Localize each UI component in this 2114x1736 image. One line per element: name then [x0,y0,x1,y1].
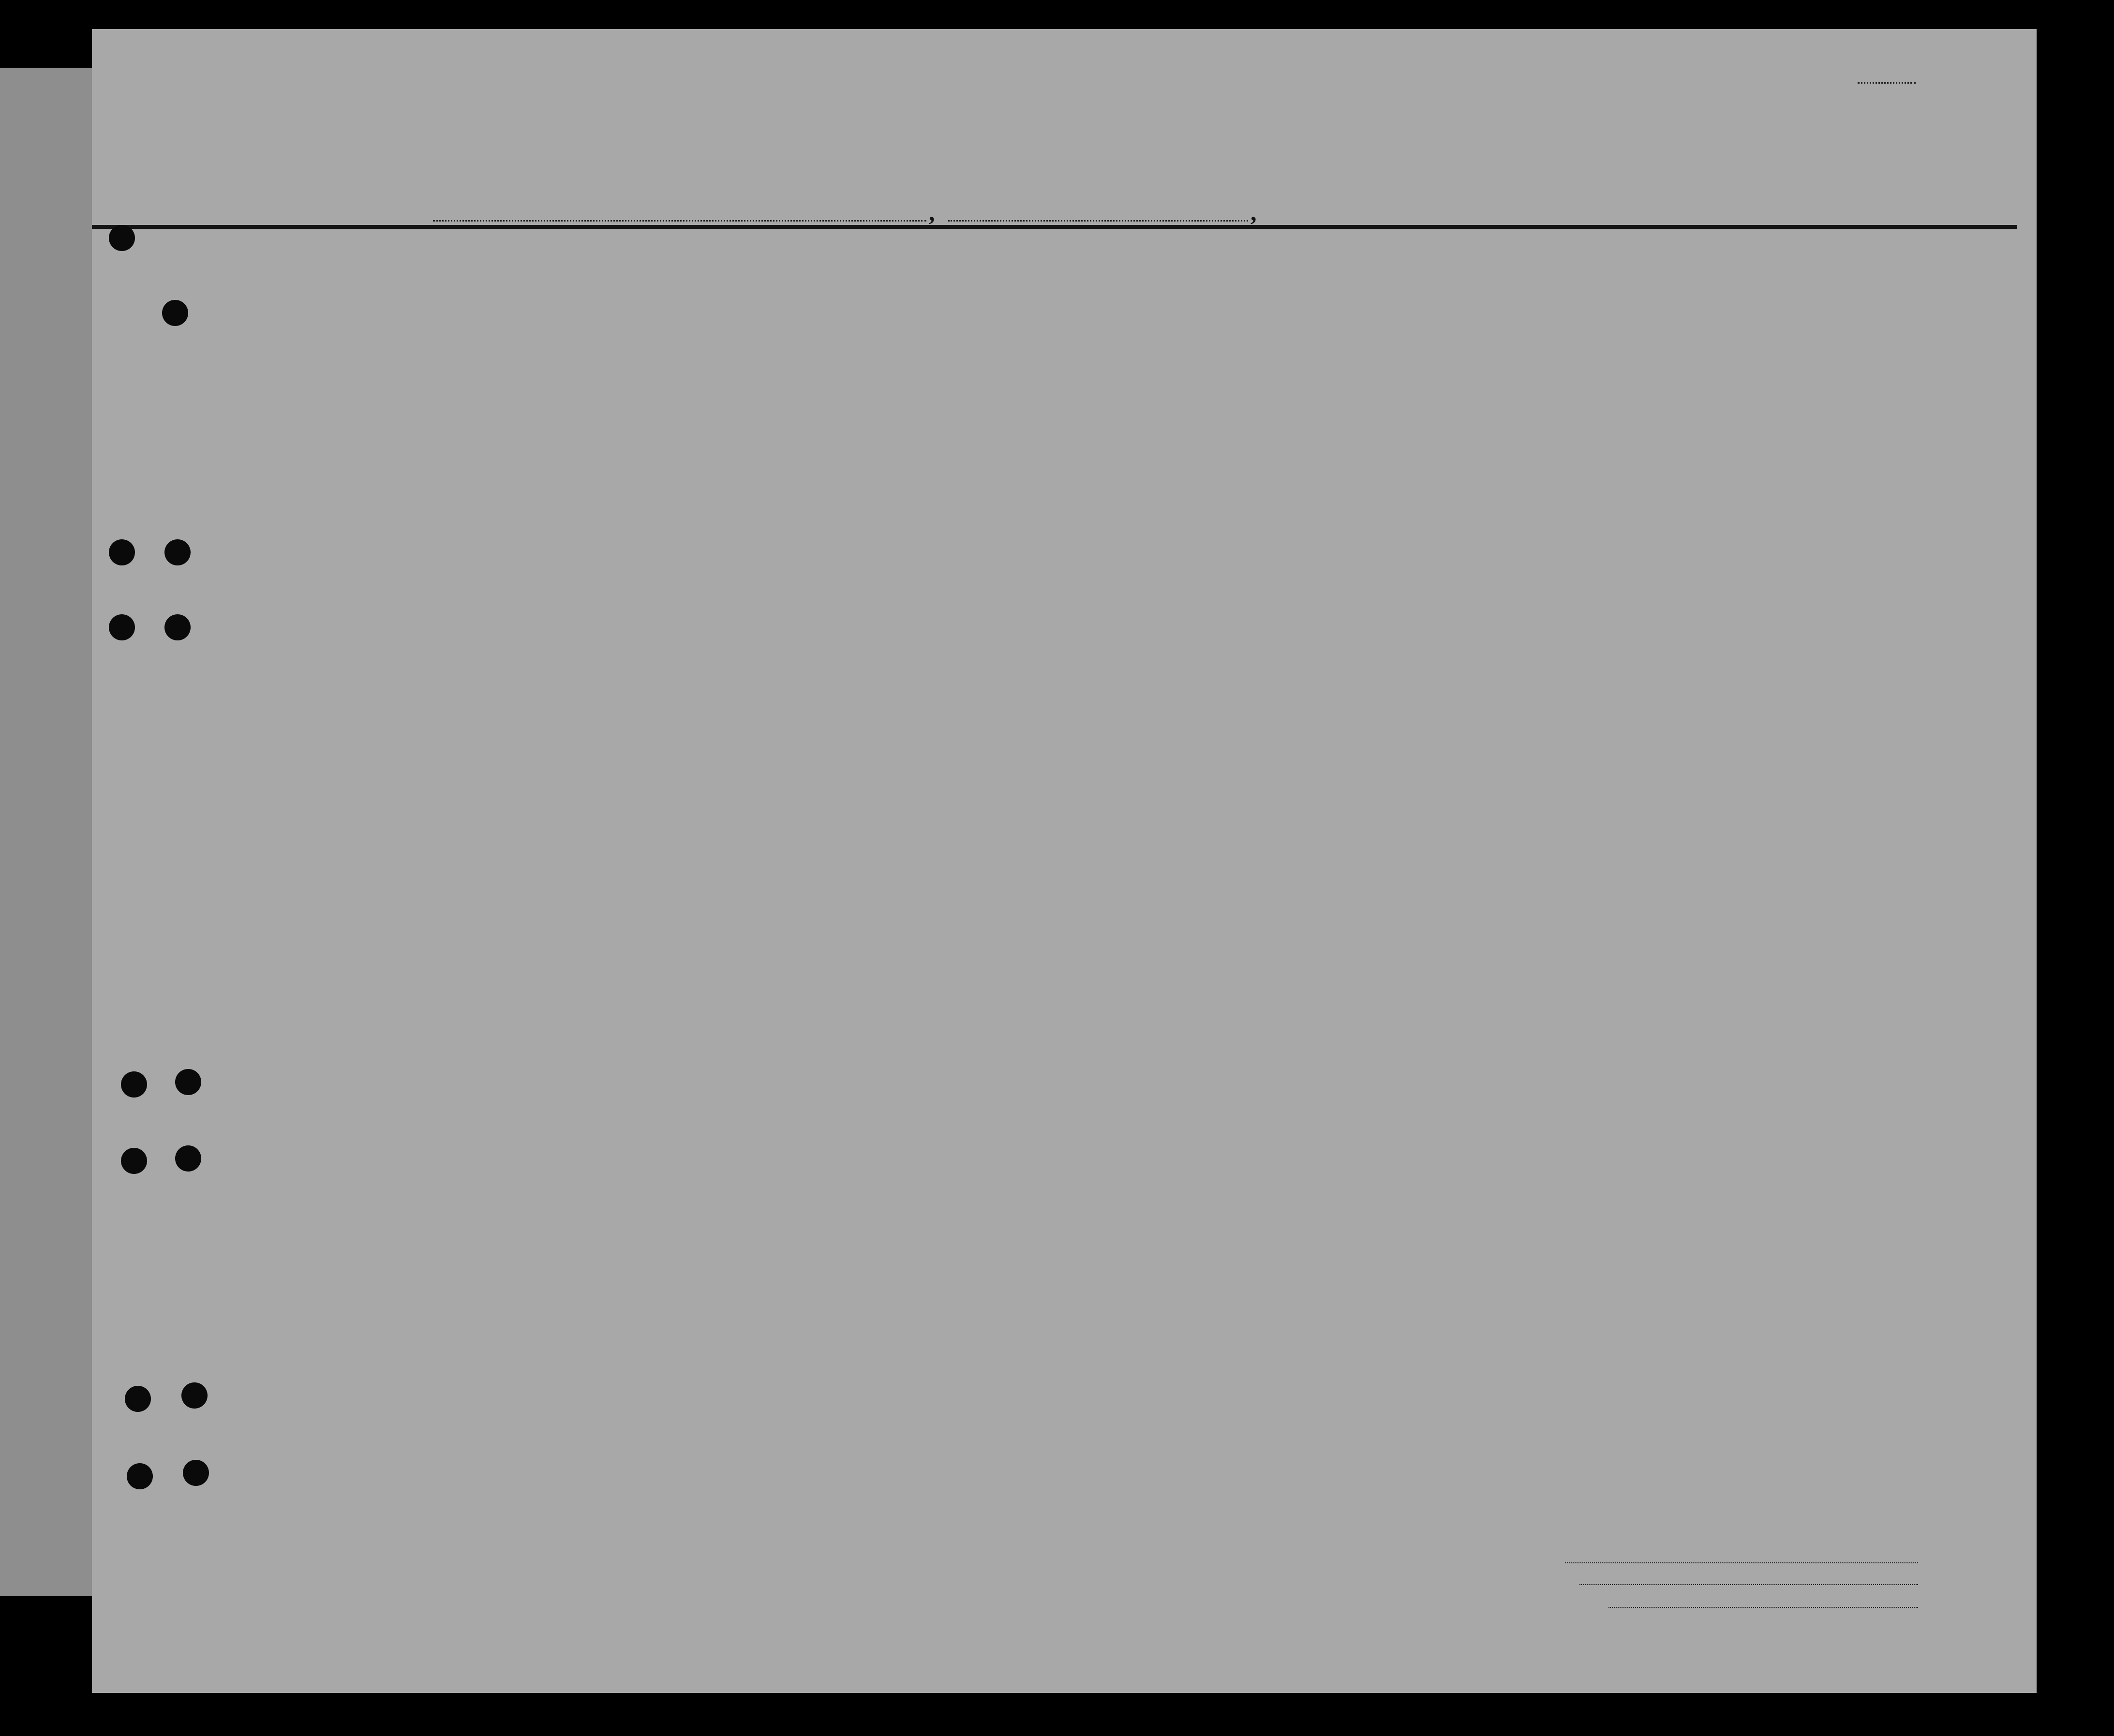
binder-hole [183,1460,209,1486]
binder-hole [109,539,135,565]
binder-hole [162,300,188,326]
comma: , [929,199,935,226]
binder-hole [175,1145,201,1172]
binder-hole [125,1386,151,1412]
binder-hole [181,1382,208,1409]
binder-hole [121,1148,147,1174]
binder-hole [109,614,135,640]
binder-hole [109,225,135,251]
agents-underline [1608,1607,1918,1608]
binder-hole [164,614,191,640]
binder-hole [175,1069,201,1095]
binder-hole [127,1463,153,1489]
comma: , [1251,199,1257,226]
binder-hole [164,539,191,565]
line-underline [1565,1562,1918,1563]
owners-underline [1579,1584,1918,1585]
binder-hole [121,1071,147,1098]
